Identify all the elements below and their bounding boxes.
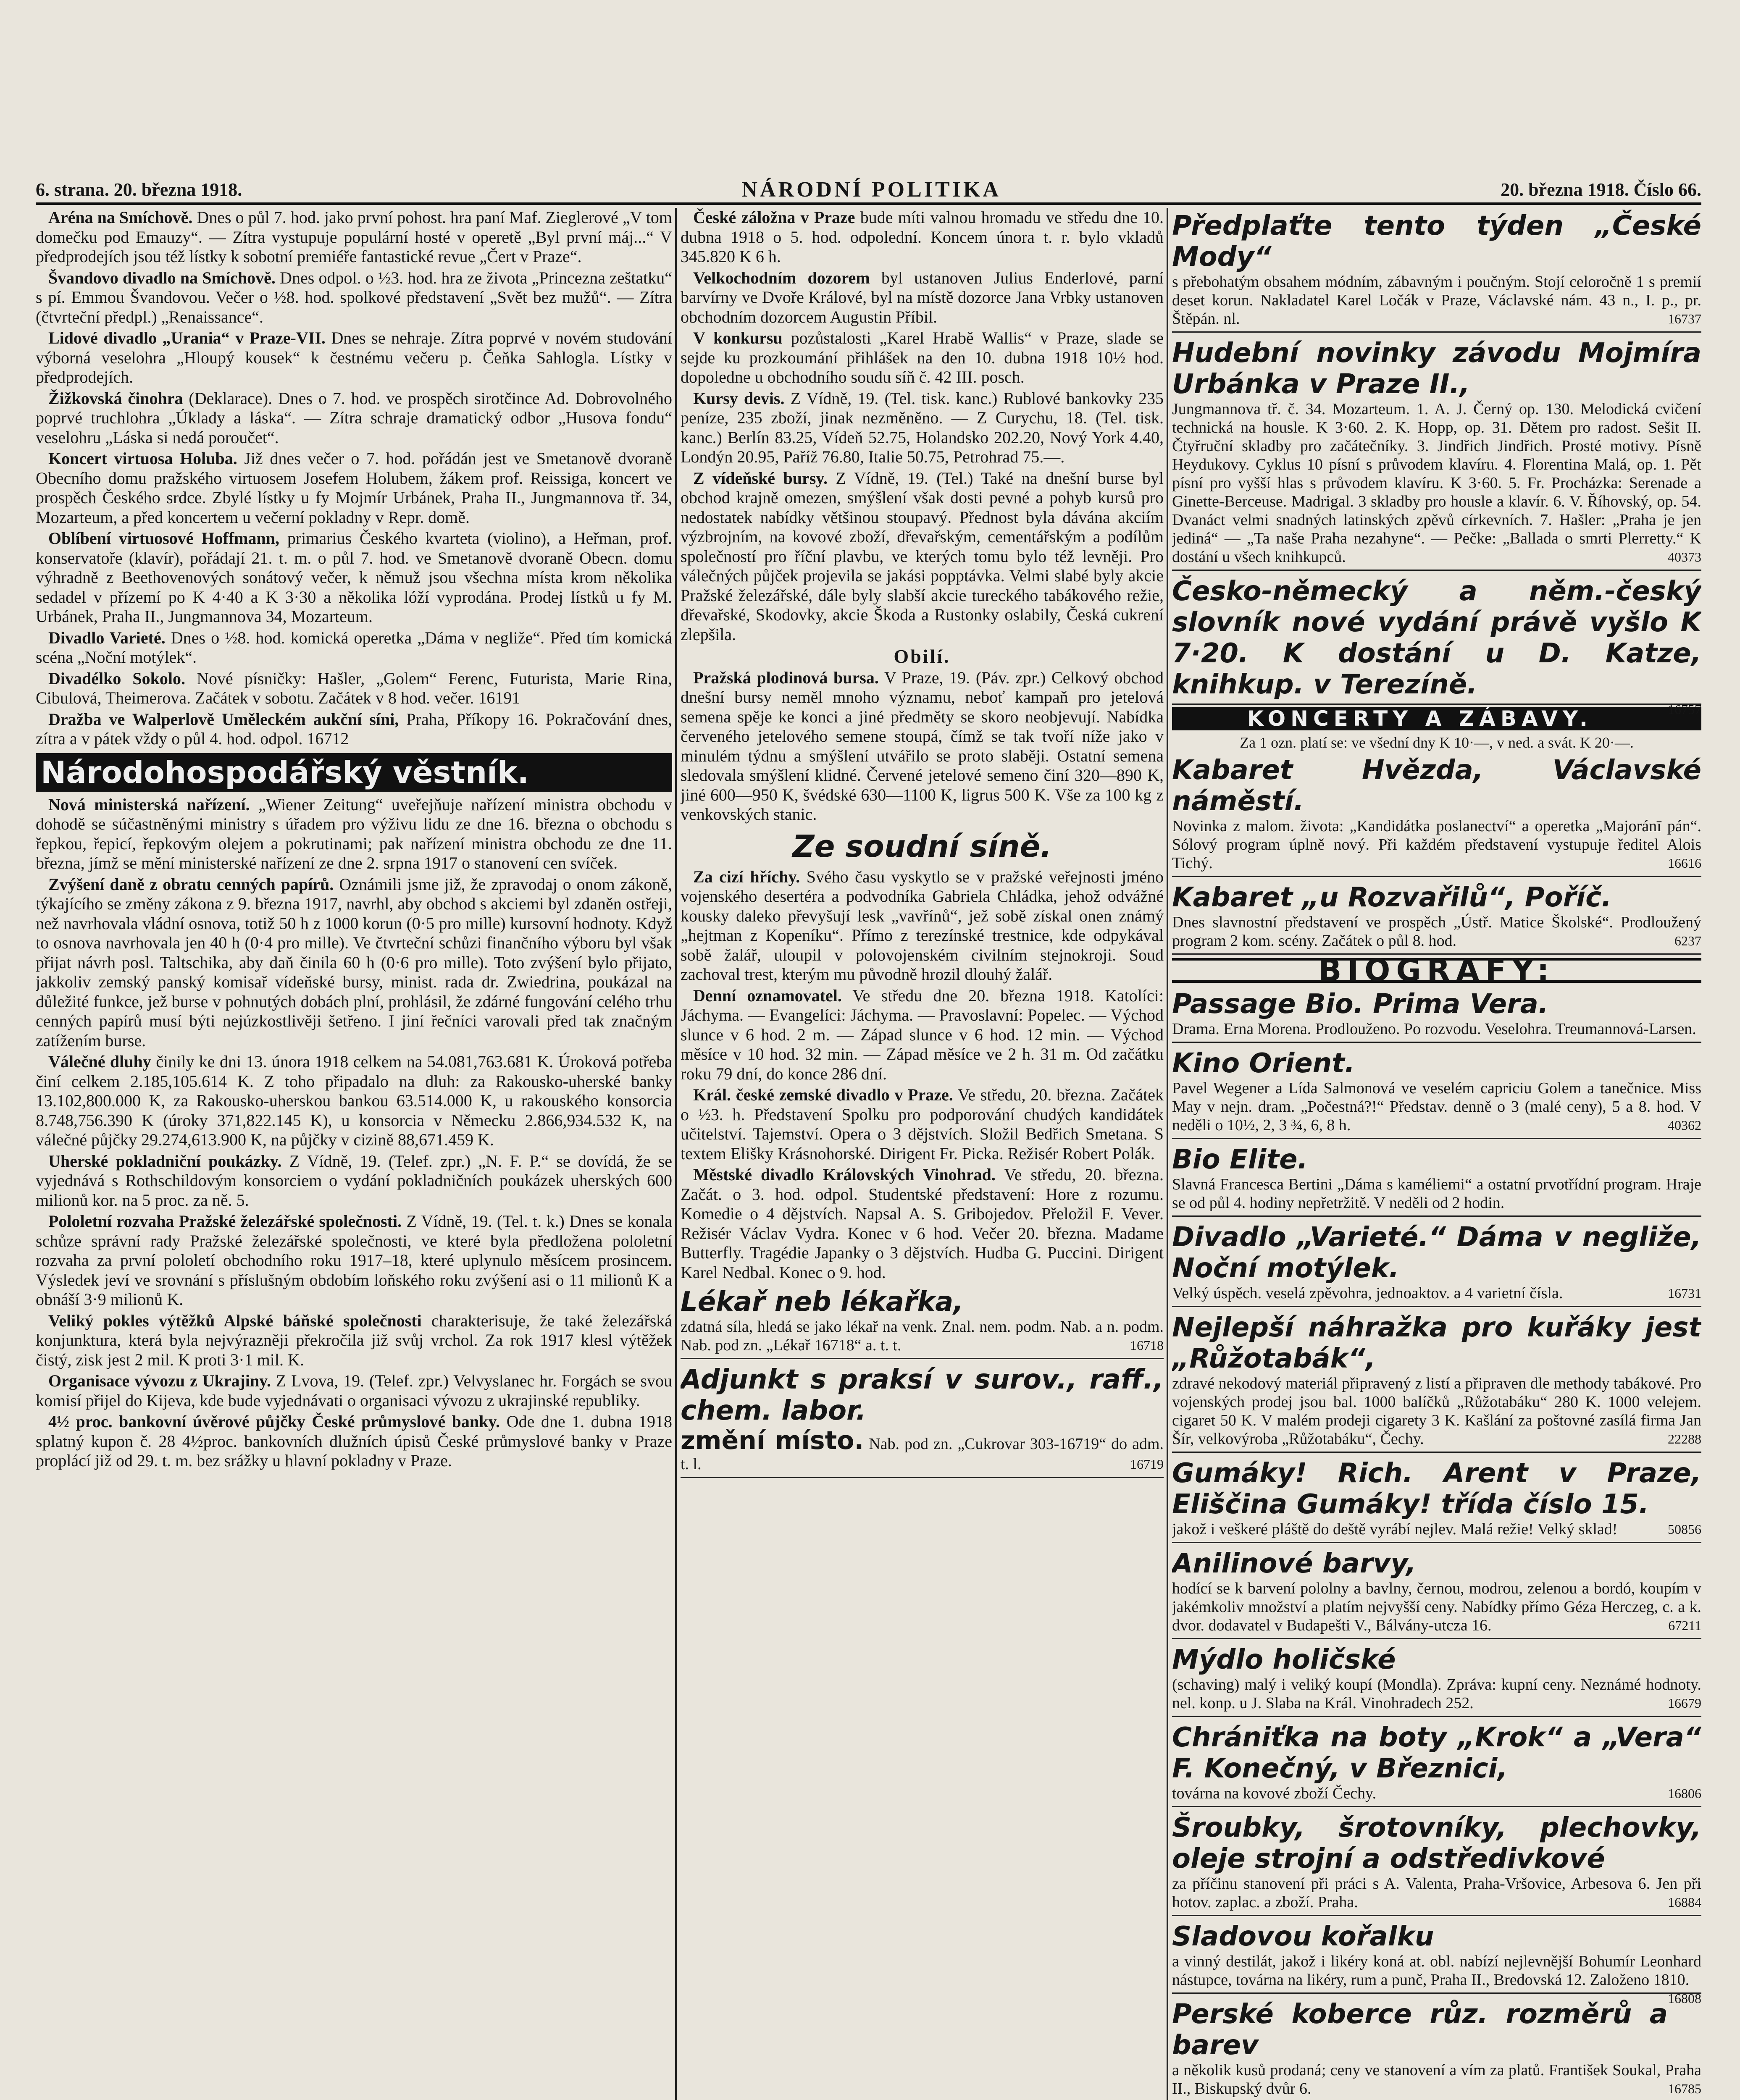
ad-text: zdatná síla, hledá se jako lékař na venk. Znal. nem. podm. Nab. a n. podm. Nab. pod zn. „Lékař 16718“ a. t. t. xyxy=(681,1318,1164,1354)
ad-number: 16884 xyxy=(1668,1894,1701,1910)
article-lead: Velkochodním dozorem xyxy=(693,268,870,287)
article-text: Oznámili jsme již, že zpravodaj o onom zákoně, týkajícího se změny zákona z 9. března 1917, navrhl, aby obchod s akciemi byl zdaněn ostřeji, než navrhovala vládní osnova, totiž 50 h z 1000 korun (0·5 pro mille) kursovní hodnoty. Když to osnova navrhovala jen 40 h (0·4 pro mille). Ve čtvrteční schůzi finančního výboru byl však přijat návrh posl. Taltschika, aby daň činila 60 h (0·6 pro mille). Toto zvýšení bylo přijato, jakkoliv zemský panský komisař vídeňské bursy, minist. rada dr. Zwiedrina, poukázal na důležité funkce, jež burse v pohnutých dobách plní, prohlásil, že zdárné fungování celého trhu cenných papírů musí býti nejúzkostlivěji šetřeno. I jiní řečníci varovali před tak značným zatížením burse. xyxy=(36,874,672,1050)
ad-subheading: změní místo. xyxy=(681,1426,864,1455)
article-paragraph xyxy=(36,389,672,448)
ad-heading: Passage Bio. Prima Vera. xyxy=(1172,988,1549,1020)
page-header xyxy=(36,178,1701,200)
ad-number: 50856 xyxy=(1668,1521,1701,1537)
ad-adjunkt xyxy=(681,1362,1164,1478)
article-paragraph xyxy=(36,875,672,1051)
ad-rozvarilu xyxy=(1172,879,1701,955)
article-lead: 4½ proc. bankovní úvěrové půjčky České průmyslové banky. xyxy=(48,1412,500,1431)
article-text: Dnes odpol. o ½3. hod. hra ze života „Princezna zeštatku“ s pí. Emmou Švandovou. Večer o ½8. hod. spolkové představení „Svět bez mužů“. — Zítra (čtvrteční předpl.) „Renaissance“. xyxy=(36,268,672,326)
article-paragraph xyxy=(36,1212,672,1310)
article-text: pozůstalosti „Karel Hrabě Wallis“ v Praze, slade se sejde ku prozkoumání přihlášek na den 10. dubna 1918 10½ hod. dopoledne u obchodního soudu síň č. 42 III. posch. xyxy=(681,328,1164,386)
section-title-grain: Obilí. xyxy=(894,646,951,667)
article-paragraph xyxy=(681,1165,1164,1282)
ad-number: 40362 xyxy=(1668,1117,1701,1133)
ad-heading: Kabaret Hvězda, Václavské náměstí. xyxy=(1172,755,1701,817)
ad-number: 16731 xyxy=(1668,1285,1701,1301)
ad-heading: Perské koberce růz. rozměrů a barev xyxy=(1172,1998,1668,2061)
article-lead: Z vídeňské bursy. xyxy=(693,468,828,488)
ad-number: 67211 xyxy=(1668,1617,1701,1633)
article-paragraph xyxy=(36,1311,672,1370)
ad-text: Velký úspěch. veselá zpěvohra, jednoaktov. a 4 varietní čísla. xyxy=(1172,1284,1563,1302)
column-right-ads xyxy=(1172,208,1701,2100)
ad-heading: Lékař neb lékařka, xyxy=(681,1286,964,1318)
ad-text: jakož i veškeré pláště do deště vyrábí nejlev. Malá režie! Velký sklad! xyxy=(1172,1520,1618,1538)
ad-heading: Kino Orient. xyxy=(1172,1047,1355,1079)
article-paragraph xyxy=(36,529,672,627)
ad-number: 22288 xyxy=(1668,1431,1701,1446)
ad-number: 16757 xyxy=(1668,702,1701,717)
article-text: Z Lvova, 19. (Telef. zpr.) Velvyslanec hr. Forgách se svou komisí přijel do Kijeva, kde bude vyjednávati o organisaci vývozu z ukrajinské republiky. xyxy=(36,1371,672,1410)
article-text: Ode dne 1. dubna 1918 splatný kupon č. 28 4½proc. bankovních dlužních úpisů České průmyslové banky v Praze proplácí již od 29. t. m. bez srážky u hlavní pokladny v Praze. xyxy=(36,1412,672,1470)
section-title-court: Ze soudní síně. xyxy=(792,828,1052,864)
ad-text: Pavel Wegener a Lída Salmonová ve veselém capriciu Golem a tanečnice. Miss May v nejn. dram. „Počestná?!“ Představ. denně o 3 (malé ceny), 5 a 8. hod. V neděli o 10½, 2, 3 ¾, 6, 8 h. xyxy=(1172,1079,1701,1134)
article-lead: Aréna na Smíchově. xyxy=(48,208,193,227)
article-lead: Organisace vývozu z Ukrajiny. xyxy=(48,1371,271,1390)
ad-number: 16785 xyxy=(1668,2081,1701,2096)
ad-heading: Kabaret „u Rozvařilů“, Poříč. xyxy=(1172,882,1612,913)
article-lead: Veliký pokles výtěžků Alpské báňské společnosti xyxy=(48,1311,422,1330)
article-paragraph xyxy=(36,628,672,667)
header-rule xyxy=(36,202,1701,205)
ad-heading: Gumáky! Rich. Arent v Praze, Eliščina Gumáky! třída číslo 15. xyxy=(1172,1457,1701,1520)
article-text: byl ustanoven Julius Enderlové, parní barvírny ve Dvoře Králové, byl na místě dozorce Jana Vrbky ustanoven obchodním dozorcem Augustin Příbil. xyxy=(681,268,1164,326)
ad-heading: Chrániťka na boty „Krok“ a „Vera“ F. Konečný, v Březnici, xyxy=(1172,1722,1701,1784)
article-paragraph xyxy=(36,795,672,873)
ad-heading: Bio Elite. xyxy=(1172,1144,1308,1175)
ad-sroubky xyxy=(1172,1810,1701,1916)
ad-heading: Anilinové barvy, xyxy=(1172,1548,1417,1579)
article-lead: Divadélko Sokolo. xyxy=(48,669,186,688)
column-divider xyxy=(1167,208,1168,2100)
ad-heading: Sladovou kořalku xyxy=(1172,1921,1434,1952)
ad-text: hodící se k barvení pololny a bavlny, černou, modrou, zelenou a bordó, koupím v jakémkoliv množství a platím nejvyšší ceny. Nabídky přímo Géza Herczeg, c. a k. dvor. dodavatel v Budapešti V., Bálvány-utcza 16. xyxy=(1172,1579,1701,1634)
ad-text: Drama. Erna Morena. Prodlouženo. Po rozvodu. Veselohra. Treumannová-Larsen. xyxy=(1172,1020,1696,1038)
ad-barvy xyxy=(1172,1546,1701,1639)
ad-text: zdravé nekodový materiál připravený z listí a připraven dle methody tabákové. Pro vojenských prodej jsou bal. 1000 balíčků „Růžotabáku“ 280 K. 1000 velejem. cigaret 50 K. V malém prodeji cigarety 3 K. Kašlání za poštovné zasílá firma Jan Šír, velkovýroba „Růžotabáku“, Čechy. xyxy=(1172,1374,1701,1448)
ad-heading: Česko-německý a něm.-český slovník nové vydání právě vyšlo K 7·20. K dostání u D. Katze, knihkup. v Terezíně. xyxy=(1172,576,1701,700)
ad-text: (schaving) malý i veliký koupí (Mondla). Zpráva: kupní ceny. Neznámé hodnoty. nel. konp. u J. Slaba na Král. Vinohradech 252. xyxy=(1172,1675,1701,1712)
article-text: činily ke dni 13. února 1918 celkem na 54.081,763.681 K. Úroková potřeba činí celkem 2.185,105.614 K. Z toho připadalo na dluh: za Rakousko-uherské banky 13.102,800.000 K, za Rakousko-uherskou bankou 63.514.000 K, u rakouského konsorcia 8.748,756.390 K (úroky 371,822.145 K), u konsorcia v Německu 2.866,934.532 K, na válečné půjčky 29.274,613.900 K, na půjčky v cizině 88,671.459 K. xyxy=(36,1052,672,1149)
ad-krok xyxy=(1172,1719,1701,1807)
article-paragraph xyxy=(681,389,1164,467)
ad-text: Dnes slavnostní představení ve prospěch „Ústř. Matice Školské“. Prodloužený program 2 kom. scény. Začátek o půl 8. hod. xyxy=(1172,914,1701,950)
article-text: charakterisuje, že také železářská konjunktura, která byla nejvýrazněji překročila již svůj vrchol. Za rok 1917 klesl výtěžek čistý, zisk jest 2 mil. K proti 3·1 mil. K. xyxy=(36,1311,672,1369)
article-paragraph xyxy=(681,268,1164,327)
article-paragraph xyxy=(681,208,1164,267)
article-lead: Švandovo divadlo na Smíchově. xyxy=(48,268,276,287)
article-paragraph xyxy=(36,1052,672,1150)
article-lead: Divadlo Varieté. xyxy=(48,628,166,647)
article-lead: Oblíbení virtuosové Hoffmann, xyxy=(48,529,279,548)
article-text: Dnes se nehraje. Zítra poprvé v novém studování výborná veselohra „Hloupý kousek“ k čestnému večeru p. Čeňka Sahlogla. Lístky v předprodejích. xyxy=(36,328,672,386)
ad-kofalka xyxy=(1172,1919,1701,2006)
ad-heading: Předplaťte tento týden „České Mody“ xyxy=(1172,210,1701,273)
article-text: Ve středu dne 20. března 1918. Katolíci: Jáchyma. — Evangelíci: Jáchyma. — Pravoslavní: Popelec. — Východ slunce v 6 hod. 2 m. — Západ slunce v 6 hod. 12 min. — Východ měsíce v 10 hod. 32 min. — Západ měsíce ve 2 h. 31 m. Od začátku roku 79 dní, do konce 286 dní. xyxy=(681,986,1164,1083)
ad-mydlo xyxy=(1172,1642,1701,1717)
article-text: Ve středu, 20. března. Začátek o ½3. h. Představení Spolku pro podporování chudých kandidátek učitelství. Tajemství. Opera o 3 dějstvích. Složil Bedřich Smetana. S textem Elišky Krásnohorské. Dirigent Fr. Picka. Režisér Robert Polák. xyxy=(681,1085,1164,1163)
article-paragraph xyxy=(36,328,672,387)
article-text: „Wiener Zeitung“ uveřejňuje nařízení ministra obchodu v dohodě se súčastněnými ministry s úřadem pro výživu lidu ze dne 16. března o obchodu s řepkou, řepicí, řepkovým olejem a pokrutinami; pak nařízení ministra obchodu ze dne 11. března, jímž se mění ministerské nařízení ze dne 2. srpna 1917 o stanovení cen svíček. xyxy=(36,795,672,872)
ad-number: 6237 xyxy=(1674,933,1701,948)
ad-number: 16808 xyxy=(1668,1990,1701,2006)
ad-slovnik xyxy=(1172,573,1701,717)
article-text: Dnes o ½8. hod. komická operetka „Dáma v negliže“. Před tím komická scéna „Noční motýlek“. xyxy=(36,628,672,667)
ad-noty xyxy=(1172,335,1701,571)
column-divider xyxy=(675,208,677,2100)
ad-text: Slavná Francesca Bertini „Dáma s kaméliemi“ a ostatní prvotřídní program. Hraje se od půl 4. hodiny nepřetržitě. V neděli od 2 hodin. xyxy=(1172,1175,1701,1212)
ad-text: Novinka z malom. života: „Kandidátka poslanectví“ a operetka „Majoránī pán“. Sólový program úplně nový. Při každém představení vystupuje ředitel Alois Tichý. xyxy=(1172,817,1701,872)
masthead-title: NÁRODNÍ POLITIKA xyxy=(741,177,1001,202)
ad-heading: Mýdlo holičské xyxy=(1172,1644,1396,1675)
banner-koncerty: KONCERTY A ZÁBAVY. xyxy=(1172,707,1701,730)
article-lead: Denní oznamovatel. xyxy=(693,986,842,1005)
article-paragraph xyxy=(36,669,672,708)
ad-moda xyxy=(1172,208,1701,333)
column-middle xyxy=(681,208,1164,2100)
ad-heading: Hudební novinky závodu Mojmíra Urbánka v Praze II., xyxy=(1172,338,1701,400)
ad-number: 16616 xyxy=(1668,856,1701,871)
ad-text: s přebohatým obsahem módním, zábavným i poučným. Stojí celoročně 1 s premií deset korun. Nakladatel Karel Ločák v Praze, Václavské nám. 43 n., I. p., pr. Štěpán. nl. xyxy=(1172,273,1701,328)
ad-text: Jungmannova tř. č. 34. Mozarteum. 1. A. J. Černý op. 130. Melodická cvičení technická na housle. K 3·60. 2. K. Hopp, op. 31. Dětem pro radost. Sešit II. Čtyřruční skladby pro začátečníky. 3. Jindřich Jindřich. Prosté motivy. Písně Heydukovy. Cyklus 10 písní s průvodem klavíru. 4. Florentina Malá, op. 1. Pět písní pro vyšší hlas s průvodem klavíru. K 3·60. 5. Fr. Procházka: Serenade a Ginette-Berceuse. Madrigal. 3 skladby pro housle a klavír. 6. V. Říhovský, op. 54. Dvanáct velmi snadných latinských zpěvů církevních. 7. Hašler: „Praha je jen jediná“ — „Ta naše Praha nezahyne“. — Pečke: „Ballada o smrti Plerretty.“ K dostání u všech knihkupců. xyxy=(1172,400,1701,566)
article-paragraph xyxy=(681,867,1164,984)
ad-number: 16679 xyxy=(1668,1695,1701,1711)
ad-variete xyxy=(1172,1219,1701,1307)
article-text: (Deklarace). Dnes o 7. hod. ve prospěch sirotčince Ad. Dobrovolného poprvé truchlohra „Úklady a láska“. — Zítra schraje dramatický odbor „Husova fondu“ veselohru „Láska si nedá poroučet“. xyxy=(36,388,672,447)
article-lead: Za cizí hříchy. xyxy=(693,867,800,886)
article-paragraph xyxy=(681,328,1164,387)
article-paragraph xyxy=(681,986,1164,1084)
article-lead: Dražba ve Walperlově Uměleckém aukční síni, xyxy=(48,709,399,729)
article-text: bude míti valnou hromadu ve středu dne 10. dubna 1918 o 5. hod. odpolední. Koncem února t. r. bylo vkladů 345.820 K 6 h. xyxy=(681,208,1164,266)
article-text: Již dnes večer o 7. hod. pořádán jest ve Smetanově dvoraně Obecního domu pražského virtuosem Josefem Holubem, žákem prof. Reissiga, koncert ve prospěch Českého srdce. Zbylé lístky u fy Mojmír Urbánek, Praha II., Jungmannova tř. 34, Mozarteum, a před koncertem u večerní pokladny v Repr. domě. xyxy=(36,449,672,527)
ad-text: Nab. pod zn. „Cukrovar 303-16719“ do adm. t. l. xyxy=(681,1435,1164,1473)
ad-text: a několik kusů prodaná; ceny ve stanovení a vím za platů. František Soukal, Praha II., Biskupský dvůr 6. xyxy=(1172,2061,1701,2097)
article-lead: Uherské pokladniční poukázky. xyxy=(48,1151,282,1171)
article-paragraph xyxy=(36,268,672,327)
article-lead: Koncert virtuosa Holuba. xyxy=(48,449,237,468)
column-left xyxy=(36,208,672,2100)
article-text: V Praze, 19. (Páv. zpr.) Celkový obchod dnešní bursy neměl mnoho významu, neboť kampaň pro jetelová semena spěje ke konci a jiné předměty se skoro neobjevují. Nabídka červeného jetelového semene stoupá, čímž se tak tvoří níže jako v minulém týdnu a smýšlení utvářilo se proto slaběji. Ostatní semena sledovala smýšlení klidné. Červené jetelové semeno činí 320—890 K, jiné 600—950 K, švédské 630—1100 K, ligrus 500 K. Vše za 100 kg z venkovských stanic. xyxy=(681,668,1164,824)
article-lead: Nová ministerská nařízení. xyxy=(48,795,250,814)
article-text: Z Vídně, 19. (Tel.) Také na dnešní burse byl obchod krajně omezen, smýšlení však dosti pevné a pohyb kursů pro nedostatek nabídky většinou stoupavý. Přednost byla dávána akciím výzbrojním, na kovové zboží, dřevařským, cementářským a podílům společností pro říční plavbu, ve kterých tomu bylo též levněji. Pro válečných půjček projevila se jakási popptávka. Velmi slabé byly akcie Pražské železářské, dále byly slabší akcie tureckého tabákového režie, dřevařské, Skodovky, akcie Škoda a Rustonky oslabily, Česká cukrení zlepšila. xyxy=(681,468,1164,644)
article-lead: Zvýšení daně z obratu cenných papírů. xyxy=(48,874,334,894)
ad-number: 16719 xyxy=(1130,1457,1164,1472)
article-text: Nové písničky: Hašler, „Golem“ Ferenc, Futurista, Marie Rina, Cibulová, Theimerova. Začátek v sobotu. Začátek v 8 hod. večer. 16191 xyxy=(36,669,672,707)
article-lead: České záložna v Praze xyxy=(693,208,855,227)
ad-ruzotabak xyxy=(1172,1310,1701,1453)
ad-orient xyxy=(1172,1045,1701,1139)
ad-koberce xyxy=(1172,1996,1701,2100)
article-paragraph xyxy=(681,469,1164,645)
article-lead: Pololetní rozvaha Pražské železářské společnosti. xyxy=(48,1212,402,1231)
article-text: Praha, Příkopy 16. Pokračování dnes, zítra a v pátek vždy o půl 4. hod. odpol. 16712 xyxy=(36,709,672,748)
ad-elite xyxy=(1172,1142,1701,1217)
header-right: 20. března 1918. Číslo 66. xyxy=(1501,179,1701,200)
article-text: primarius Českého kvarteta (violino), a Heřman, prof. konservatoře (klavír), pořádají 21. t. m. o půl 7. hod. ve Smetanově dvoraně Obecn. domu výhradně z Beethovenových sonátový večer, k němuž jsou všechna místa krom několika sedadel v přízemí po K 4·40 a K 3·30 a několika lóží vyprodána. Prodej lístků u fy M. Urbánek, Praha II., Jungmannova 34, Mozarteum. xyxy=(36,529,672,626)
section-title-economy: Národohospodářský věstník. xyxy=(36,753,672,792)
article-text: Svého času vyskytlo se v pražské veřejnosti jméno vojenského desertéra a podvodníka Gabriela Chládka, jehož odvážné kousky daleko převyšují lesk „vavřínů“, jež sobě získal onen známý „hejtman z Kopeníku“. Přímo z terezínské trestnice, kde odpykával sobě žalář, uloupil v polovojenském civilním stejnokroji. Soud zachoval trest, kterým mu původně hrozil dlouhý žalář. xyxy=(681,867,1164,984)
article-lead: Lidové divadlo „Urania“ v Praze-VII. xyxy=(48,328,326,347)
ad-text: továrna na kovové zboží Čechy. xyxy=(1172,1784,1377,1802)
ad-heading: Nejlepší náhražka pro kuřáky jest „Růžotabák“, xyxy=(1172,1312,1701,1374)
ad-number: 16806 xyxy=(1668,1785,1701,1801)
article-paragraph xyxy=(36,1412,672,1471)
ad-lekar xyxy=(681,1284,1164,1359)
ad-number: 16737 xyxy=(1668,311,1701,326)
ad-number: 16718 xyxy=(1130,1338,1164,1353)
ad-text: a vinný destilát, jakož i likéry koná at. obl. nabízí nejlevnější Bohumír Leonhard nástupce, továrna na likéry, rum a punč, Praha II., Bredovská 12. Založeno 1810. xyxy=(1172,1952,1701,1989)
ad-prima xyxy=(1172,986,1701,1043)
article-lead: Válečné dluhy xyxy=(48,1052,151,1071)
article-text: Ve středu, 20. března. Začát. o 3. hod. odpol. Studentské představení: Hore z rozumu. Komedie o 4 dějstvích. Napsal A. S. Gribojedov. Přeložil F. Vever. Režisér Václav Vydra. Konec v 6 hod. Večer 20. března. Madame Butterfly. Tragédie Japanky o 3 dějstvích. Hudba G. Puccini. Dirigent Karel Nedbal. Konec o 9. hod. xyxy=(681,1165,1164,1282)
article-lead: V konkursu xyxy=(693,328,783,347)
article-lead: Městské divadlo Královských Vinohrad. xyxy=(693,1165,996,1184)
article-paragraph xyxy=(681,668,1164,824)
article-paragraph xyxy=(36,1152,672,1210)
ad-heading: Šroubky, šrotovníky, plechovky, oleje strojní a odstředivkové xyxy=(1172,1812,1701,1874)
article-paragraph xyxy=(36,208,672,267)
banner-note: Za 1 ozn. platí se: ve všední dny K 10·—, v ned. a svát. K 20·—. xyxy=(1240,734,1634,751)
ad-hvezda xyxy=(1172,752,1701,877)
article-paragraph xyxy=(36,710,672,749)
article-paragraph xyxy=(36,1371,672,1410)
article-paragraph xyxy=(681,1085,1164,1163)
header-left: 6. strana. 20. března 1918. xyxy=(36,179,242,200)
ad-number: 40373 xyxy=(1668,549,1701,564)
article-lead: Král. české zemské divadlo v Praze. xyxy=(693,1085,953,1104)
article-text: Z Vídně, 19. (Tel. tisk. kanc.) Rublové bankovky 235 peníze, 235 zboží, jinak nezměněno. — Z Curychu, 18. (Tel. tisk. kanc.) Berlín 83.25, Vídeň 52.75, Holandsko 202.20, Nový York 4.40, Londýn 20.95, Paříž 76.80, Italie 50.75, Petrohrad 75.—. xyxy=(681,388,1164,466)
ad-gumaky xyxy=(1172,1455,1701,1543)
banner-biografy: BIOGRAFY: xyxy=(1172,958,1701,983)
article-lead: Pražská plodinová bursa. xyxy=(693,668,879,687)
article-lead: Kursy devis. xyxy=(693,388,785,408)
ad-text: za příčinu stanovení při práci s A. Valenta, Praha-Vršovice, Arbesova 6. Jen při hotov. zaplac. a zboží. Praha. xyxy=(1172,1874,1701,1911)
ad-heading: Divadlo „Varieté.“ Dáma v negliže, Noční motýlek. xyxy=(1172,1221,1701,1284)
article-text: Z Vídně, 19. (Tel. t. k.) Dnes se konala schůze správní rady Pražské železářské společnosti, ve které byla předložena pololetní rozvaha za první pololetí obchodního roku 1917–18, které uplynulo měsícem prosincem. Výsledek jeví ve srovnání s příslušným obdobím loňského roku zvýšení asi o 11 milionů K a obnáší 3·9 milionů K. xyxy=(36,1212,672,1309)
article-text: Z Vídně, 19. (Telef. zpr.) „N. F. P.“ se dovídá, že se vyjednává s Rothschildovým konsorciem o vydání pokladničních poukázek uherských 600 milionů kor. na 5 proc. za ně. 5. xyxy=(36,1151,672,1210)
ad-heading: Adjunkt s praksí v surov., raff., chem. labor. xyxy=(681,1364,1164,1426)
article-text: Dnes o půl 7. hod. jako první pohost. hra paní Maf. Zieglerové „V tom domečku pod Emauzy“. — Zítra vystupuje populární hosté v operetě „Byl první máj...“ V předprodejích jsou též lístky k sobotní premiéře fantastické revue „Čert v Praze“. xyxy=(36,208,672,266)
article-lead: Žižkovská činohra xyxy=(48,388,183,408)
article-paragraph xyxy=(36,449,672,527)
